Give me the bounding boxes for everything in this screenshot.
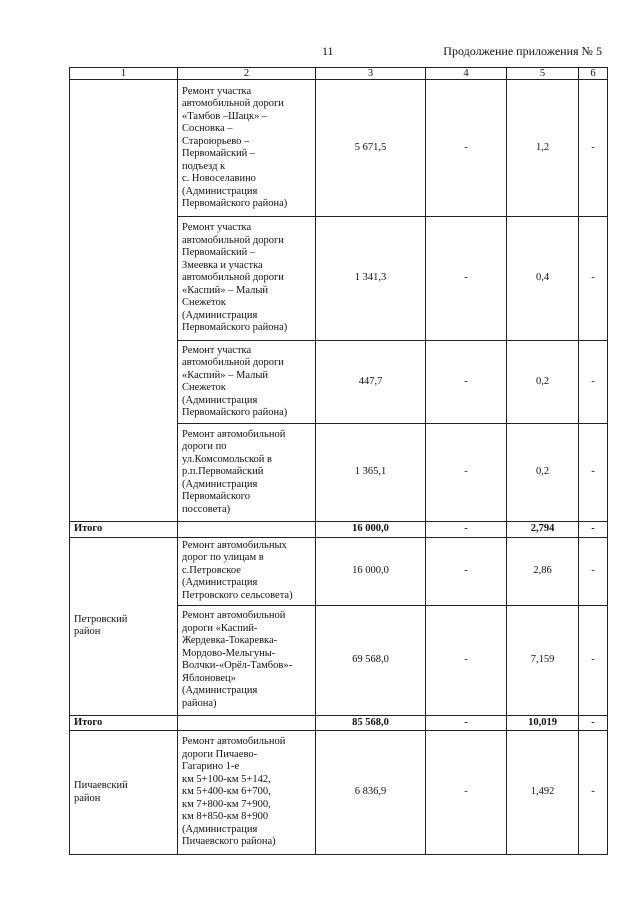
total-row bbox=[70, 715, 608, 731]
district-cell: Пичаевский район bbox=[70, 731, 178, 855]
work-description: Ремонт участка автомобильной дороги Первомайский – Змеевка и участка автомобильной дороги «Каспий» – Малый Снежеток (Администрация Первомайского района) bbox=[178, 217, 316, 341]
col4-cell: - bbox=[426, 605, 507, 715]
amount-cell: 447,7 bbox=[316, 341, 426, 424]
col4-cell: - bbox=[426, 537, 507, 605]
work-description: Ремонт автомобильной дороги по ул.Комсомольской в р.п.Первомайский (Администрация Первомайского поссовета) bbox=[178, 424, 316, 522]
col4-cell: - bbox=[426, 341, 507, 424]
length-cell: 0,4 bbox=[507, 217, 579, 341]
table-header-row bbox=[70, 68, 608, 80]
district-cell: Петровский район bbox=[70, 537, 178, 715]
length-cell: 1,2 bbox=[507, 80, 579, 217]
length-cell: 0,2 bbox=[507, 424, 579, 522]
district-cell bbox=[70, 80, 178, 522]
col6-cell: - bbox=[579, 217, 608, 341]
amount-cell: 5 671,5 bbox=[316, 80, 426, 217]
table-row bbox=[70, 731, 608, 855]
column-header: 3 bbox=[316, 68, 426, 80]
col6-cell: - bbox=[579, 731, 608, 855]
col6-cell: - bbox=[579, 80, 608, 217]
col6-cell: - bbox=[579, 537, 608, 605]
col6-cell: - bbox=[579, 424, 608, 522]
col4-cell: - bbox=[426, 80, 507, 217]
total-empty-cell bbox=[178, 522, 316, 538]
appendix-table bbox=[69, 67, 608, 855]
appendix-continuation: Продолжение приложения № 5 bbox=[443, 44, 602, 58]
page-number: 11 bbox=[322, 44, 334, 58]
amount-cell: 69 568,0 bbox=[316, 605, 426, 715]
length-cell: 2,86 bbox=[507, 537, 579, 605]
column-header: 2 bbox=[178, 68, 316, 80]
col6-cell: - bbox=[579, 605, 608, 715]
column-header: 5 bbox=[507, 68, 579, 80]
work-description: Ремонт участка автомобильной дороги «Каспий» – Малый Снежеток (Администрация Первомайского района) bbox=[178, 341, 316, 424]
total-empty-cell bbox=[178, 715, 316, 731]
col6-cell: - bbox=[579, 341, 608, 424]
total-col6: - bbox=[579, 522, 608, 538]
total-label: Итого bbox=[70, 522, 178, 538]
table-row bbox=[70, 80, 608, 217]
work-description: Ремонт автомобильных дорог по улицам в с.Петровское (Администрация Петровского сельсовета) bbox=[178, 537, 316, 605]
total-length: 2,794 bbox=[507, 522, 579, 538]
work-description: Ремонт автомобильной дороги «Каспий- Жердевка-Токаревка- Мордово-Мельгуны- Волчки-«Орёл-Тамбов»- Яблоновец» (Администрация района) bbox=[178, 605, 316, 715]
length-cell: 1,492 bbox=[507, 731, 579, 855]
column-header: 6 bbox=[579, 68, 608, 80]
length-cell: 7,159 bbox=[507, 605, 579, 715]
total-length: 10,019 bbox=[507, 715, 579, 731]
column-header: 4 bbox=[426, 68, 507, 80]
amount-cell: 16 000,0 bbox=[316, 537, 426, 605]
work-description: Ремонт участка автомобильной дороги «Тамбов –Шацк» – Сосновка – Староюрьево – Первомайский – подъезд к с. Новоселавино (Администрация Первомайского района) bbox=[178, 80, 316, 217]
amount-cell: 6 836,9 bbox=[316, 731, 426, 855]
col4-cell: - bbox=[426, 731, 507, 855]
col4-cell: - bbox=[426, 217, 507, 341]
total-col4: - bbox=[426, 522, 507, 538]
amount-cell: 1 341,3 bbox=[316, 217, 426, 341]
table-row bbox=[70, 537, 608, 605]
work-description: Ремонт автомобильной дороги Пичаево- Гагарино 1-е км 5+100-км 5+142, км 5+400-км 6+700, км 7+800-км 7+900, км 8+850-км 8+900 (Администрация Пичаевского района) bbox=[178, 731, 316, 855]
amount-cell: 1 365,1 bbox=[316, 424, 426, 522]
total-amount: 85 568,0 bbox=[316, 715, 426, 731]
length-cell: 0,2 bbox=[507, 341, 579, 424]
total-row bbox=[70, 522, 608, 538]
total-col6: - bbox=[579, 715, 608, 731]
total-col4: - bbox=[426, 715, 507, 731]
total-amount: 16 000,0 bbox=[316, 522, 426, 538]
column-header: 1 bbox=[70, 68, 178, 80]
total-label: Итого bbox=[70, 715, 178, 731]
col4-cell: - bbox=[426, 424, 507, 522]
